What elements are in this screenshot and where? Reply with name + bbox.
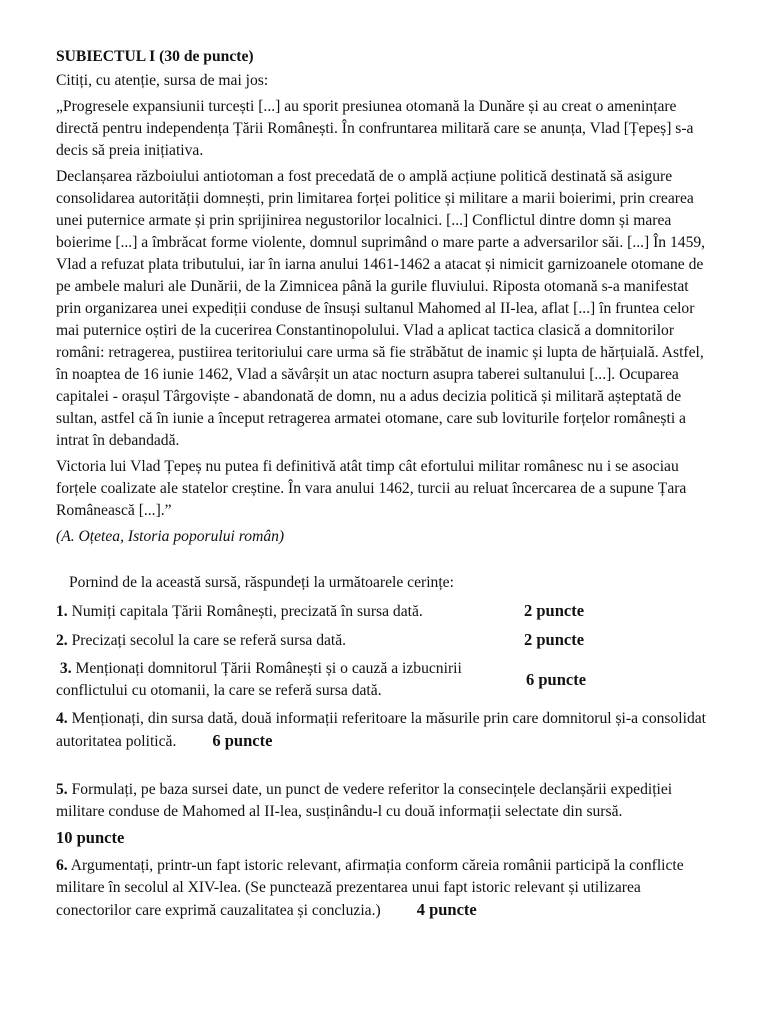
requirement-points: 4 puncte xyxy=(416,900,477,919)
requirement-text: Formulați, pe baza sursei date, un punct de vedere referitor la consecințele declanșării expediției militare conduse de Mahomed al II-lea, susținându-l cu două informații selectate din sursă. xyxy=(56,781,673,820)
requirement-3 xyxy=(56,658,716,702)
requirement-number: 1. xyxy=(56,603,68,620)
page-title: SUBIECTUL I (30 de puncte) xyxy=(56,48,254,65)
requirements-intro: Pornind de la această sursă, răspundeți la următoarele cerințe: xyxy=(69,574,454,591)
requirement-text: Argumentați, printr-un fapt istoric relevant, afirmația conform căreia românii participă la conflicte militare în secolul al XIV-lea. (Se punctează prezentarea unui fapt istoric relevant și utilizarea conectorilor care exprimă cauzalitatea și concluzia.) xyxy=(56,857,684,919)
requirement-points: 6 puncte xyxy=(526,670,587,689)
requirement-5 xyxy=(56,779,716,849)
requirement-number: 6. xyxy=(56,857,68,874)
requirement-text: Menționați domnitorul Țării Românești și o cauză a izbucnirii conflictului cu otomanii, la care se referă sursa dată. xyxy=(56,660,462,699)
requirement-number: 4. xyxy=(56,710,68,727)
source-paragraph-2: Declanșarea războiului antiotoman a fost precedată de o amplă acțiune politică destinată să asigure consolidarea autorității domnești, prin limitarea forței politice și militare a marii boierimi, prin crearea unei puternice armate și prin sprijinirea negustorilor localnici. [...] Conflictul dintre domn și marea boierime [...] a îmbrăcat forme violente, domnul suprimând o mare parte a adversarilor săi. [...] În 1459, Vlad a refuzat plata tributului, iar în iarna anului 1461-1462 a atacat și nimicit garnizoanele otomane de pe ambele maluri ale Dunării, de la Zimnicea până la gurile fluviului. Riposta otomană s-a manifestat prin organizarea unei expediții conduse de însuși sultanul Mahomed al II-lea, aflat [...] în fruntea celor mai puternice oștiri de la cucerirea Constantinopolului. Vlad a aplicat tactica clasică a domnitorilor români: retragerea, pustiirea teritoriului care urma să fie străbătut de inamic și lupta de hărțuială. Astfel, în noaptea de 16 iunie 1462, Vlad a săvârșit un atac nocturn asupra taberei sultanului [...]. Ocuparea capitalei - orașul Târgoviște - abandonată de domn, nu a adus decizia politică și militară așteptată de sultan, astfel că în iunie a început retragerea armatei otomane, care sub loviturile forțelor românești a intrat în debandadă. xyxy=(56,168,706,449)
instruction-text: Citiți, cu atenție, sursa de mai jos: xyxy=(56,72,269,89)
requirement-number: 3. xyxy=(59,660,72,677)
requirement-text: Precizați secolul la care se referă sursa dată. xyxy=(71,632,347,649)
requirement-points: 2 puncte xyxy=(524,601,585,620)
source-paragraph-1: „Progresele expansiunii turcești [...] au sporit presiunea otomană la Dunăre și au creat o amenințare directă pentru independența Țării Românești. În confruntarea militară care se anunța, Vlad [Țepeș] s-a decis să preia inițiativa. xyxy=(56,98,694,159)
requirement-4 xyxy=(56,708,716,753)
source-paragraph-3: Victoria lui Vlad Țepeș nu putea fi definitivă atât timp cât efortului militar românesc nu i se asociau forțele coalizate ale statelor creștine. În vara anului 1462, turcii au reluat încercarea de a supune Țara Românească [...].” xyxy=(56,458,687,519)
exam-page xyxy=(56,46,716,928)
requirement-text: Numiți capitala Țării Românești, precizată în sursa dată. xyxy=(71,603,423,620)
requirement-text: Menționați, din sursa dată, două informații referitoare la măsurile prin care domnitorul și-a consolidat autoritatea politică. xyxy=(56,710,706,750)
requirement-2 xyxy=(56,629,716,652)
requirement-points: 10 puncte xyxy=(56,828,125,847)
requirement-number: 2. xyxy=(56,632,68,649)
requirement-6 xyxy=(56,855,716,922)
source-citation: (A. Oțetea, Istoria poporului român) xyxy=(56,528,285,545)
requirement-points: 6 puncte xyxy=(212,731,273,750)
requirement-number: 5. xyxy=(56,781,68,798)
requirement-1 xyxy=(56,600,716,623)
requirement-points: 2 puncte xyxy=(524,630,585,649)
